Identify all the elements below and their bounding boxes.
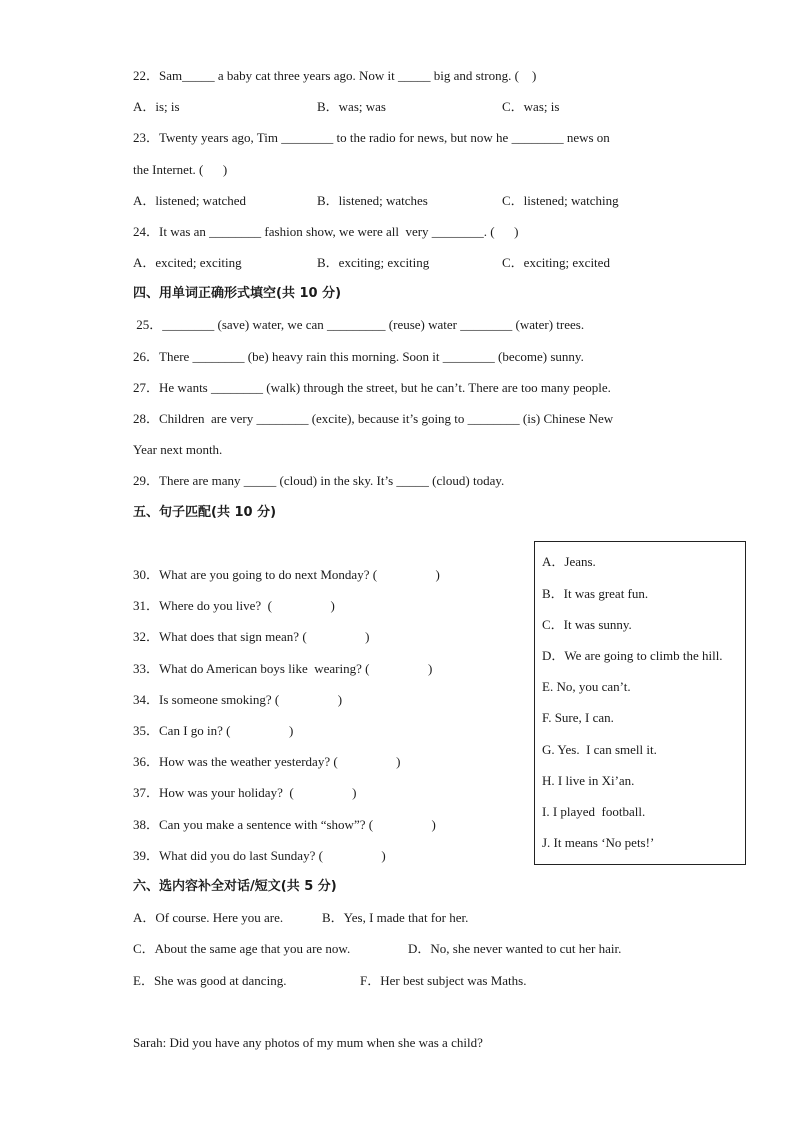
question-24-option-c: C．exciting; excited (502, 255, 610, 270)
dialogue-option-a: A．Of course. Here you are. (133, 910, 284, 925)
question-23-option-b: B．listened; watches (317, 193, 428, 208)
answer-b: B．It was great fun. (542, 586, 649, 601)
answer-a: A．Jeans. (542, 554, 596, 569)
section-6-title: 六、选内容补全对话/短文(共 5 分) (133, 879, 337, 894)
match-question-33: 33．What do American boys like wearing? ( ) (133, 661, 433, 676)
question-22-option-c: C．was; is (502, 99, 560, 114)
match-question-35: 35．Can I go in? ( ) (133, 723, 294, 738)
answer-h: H. I live in Xi’an. (542, 773, 635, 788)
answer-f: F. Sure, I can. (542, 710, 614, 725)
dialogue-option-c: C．About the same age that you are now. (133, 941, 351, 956)
dialogue-line-sarah: Sarah: Did you have any photos of my mum when she was a child? (133, 1035, 483, 1050)
answer-e: E. No, you can’t. (542, 679, 631, 694)
match-question-39: 39．What did you do last Sunday? ( ) (133, 848, 386, 863)
match-question-37: 37．How was your holiday? ( ) (133, 785, 357, 800)
dialogue-option-d: D．No, she never wanted to cut her hair. (408, 941, 622, 956)
question-22-stem: 22．Sam_____ a baby cat three years ago. Now it _____ big and strong. ( ) (133, 68, 537, 83)
question-28-line1: 28．Children are very ________ (excite), because it’s going to ________ (is) Chinese New (133, 411, 614, 426)
question-22-option-b: B．was; was (317, 99, 386, 114)
question-29: 29．There are many _____ (cloud) in the sky. It’s _____ (cloud) today. (133, 473, 505, 488)
question-25: 25．________ (save) water, we can _________ (reuse) water ________ (water) trees. (133, 317, 585, 332)
question-23-stem-line1: 23．Twenty years ago, Tim ________ to the radio for news, but now he ________ news on (133, 130, 610, 145)
answer-d: D．We are going to climb the hill. (542, 648, 723, 663)
match-question-32: 32．What does that sign mean? ( ) (133, 629, 370, 644)
section-5-title: 五、句子匹配(共 10 分) (133, 505, 277, 520)
question-23-option-c: C．listened; watching (502, 193, 619, 208)
question-26: 26．There ________ (be) heavy rain this morning. Soon it ________ (become) sunny. (133, 349, 584, 364)
match-question-36: 36．How was the weather yesterday? ( ) (133, 754, 401, 769)
question-23-stem-line2: the Internet. ( ) (133, 162, 228, 177)
section-4-title: 四、用单词正确形式填空(共 10 分) (133, 286, 342, 301)
question-24-option-a: A．excited; exciting (133, 255, 242, 270)
match-question-34: 34．Is someone smoking? ( ) (133, 692, 343, 707)
answer-c: C．It was sunny. (542, 617, 632, 632)
question-27: 27．He wants ________ (walk) through the street, but he can’t. There are too many people. (133, 380, 611, 395)
answer-g: G. Yes. I can smell it. (542, 742, 657, 757)
answer-j: J. It means ‘No pets!’ (542, 835, 655, 850)
question-23-option-a: A．listened; watched (133, 193, 246, 208)
answer-i: I. I played football. (542, 804, 646, 819)
dialogue-option-b: B．Yes, I made that for her. (322, 910, 469, 925)
dialogue-option-f: F．Her best subject was Maths. (360, 973, 527, 988)
match-question-38: 38．Can you make a sentence with “show”? ( ) (133, 817, 436, 832)
question-24-option-b: B．exciting; exciting (317, 255, 430, 270)
match-question-31: 31．Where do you live? ( ) (133, 598, 335, 613)
question-28-line2: Year next month. (133, 442, 223, 457)
question-22-option-a: A．is; is (133, 99, 180, 114)
dialogue-option-e: E．She was good at dancing. (133, 973, 287, 988)
match-question-30: 30．What are you going to do next Monday? ( ) (133, 567, 440, 582)
question-24-stem: 24．It was an ________ fashion show, we were all very ________. ( ) (133, 224, 519, 239)
